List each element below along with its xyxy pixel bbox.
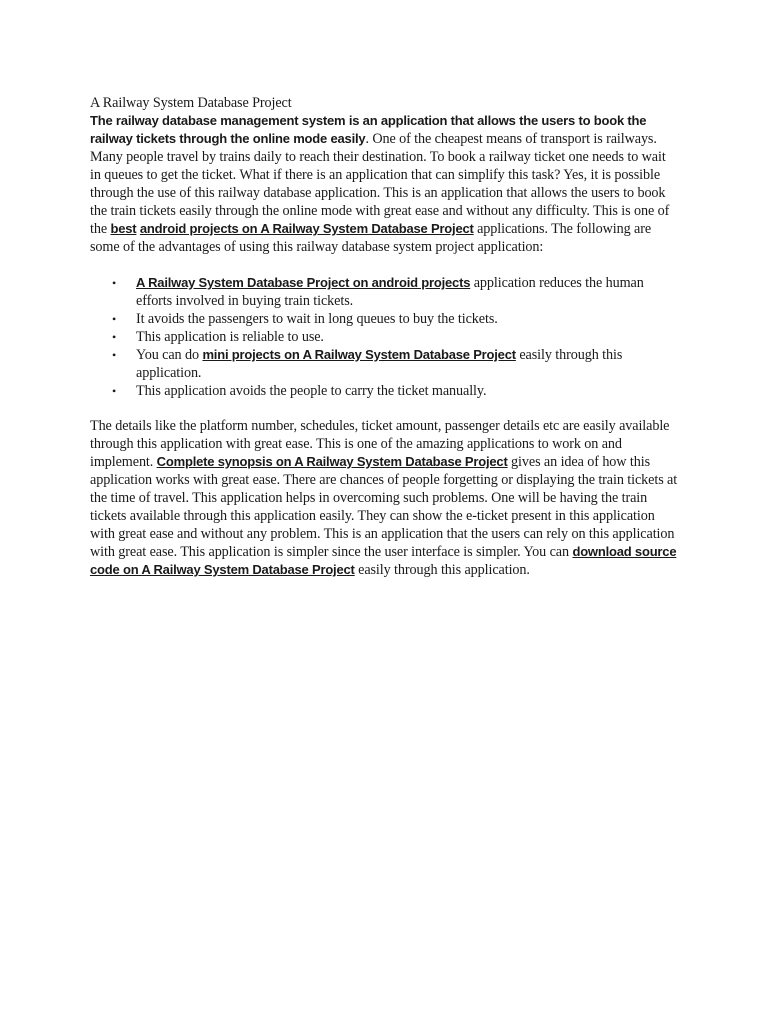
document-page	[90, 94, 678, 579]
link-android-projects[interactable]: android projects on A Railway System Database Project	[139, 221, 474, 236]
bullet-icon: •	[112, 276, 117, 290]
advantages-list	[90, 274, 678, 400]
link-mini-projects[interactable]: mini projects on A Railway System Database Project	[202, 347, 516, 362]
list-item	[90, 328, 678, 346]
details-text-c: easily through this application.	[354, 562, 530, 578]
bullet-icon: •	[112, 384, 117, 398]
list-item-pre: You can do	[136, 347, 203, 363]
details-text-a: The details like the platform number, schedules, ticket amount, passenger details etc are easily available through this application with great ease. This is one of the amazing applications to work on and implement.	[90, 418, 670, 470]
intro-paragraph	[90, 112, 678, 256]
list-item	[90, 382, 678, 400]
list-item-text: This application is reliable to use.	[136, 329, 324, 345]
list-item-text: application reduces the human efforts involved in buying train tickets.	[136, 275, 644, 309]
bullet-icon: •	[112, 330, 117, 344]
list-item-text: It avoids the passengers to wait in long queues to buy the tickets.	[136, 311, 498, 327]
link-complete-synopsis[interactable]: Complete synopsis on A Railway System Database Project	[156, 454, 508, 469]
document-title: A Railway System Database Project	[90, 95, 292, 111]
list-item	[90, 346, 678, 382]
details-text-b: gives an idea of how this application works with great ease. There are chances of people forgetting or displaying the train tickets at the time of travel. This application helps in overcoming such problems. One will be having the train tickets available through this application easily. They can show the e-ticket present in this application with great ease and without any problem. This is an application that the users can rely on this application with great ease. This application is simpler since the user interface is simpler. You can	[90, 454, 678, 560]
details-paragraph	[90, 417, 678, 579]
bullet-icon: •	[112, 312, 117, 326]
link-android-projects-bullet[interactable]: A Railway System Database Project on android projects	[136, 275, 471, 290]
intro-bold-lead: The railway database management system is an application that allows the users to book the railway tickets through the online mode easily	[90, 113, 647, 146]
link-best[interactable]: best	[110, 221, 137, 236]
list-item	[90, 274, 678, 310]
list-item-text: easily through this application.	[136, 347, 623, 381]
list-item-text: This application avoids the people to carry the ticket manually.	[136, 383, 487, 399]
bullet-icon: •	[112, 348, 117, 362]
link-download-source-code[interactable]: download source code on A Railway System Database Project	[90, 544, 677, 577]
intro-text-c: applications. The following are some of the advantages of using this railway database system project application:	[90, 221, 652, 255]
list-item	[90, 310, 678, 328]
intro-text-a: . One of the cheapest means of transport is railways. Many people travel by trains daily to reach their destination. To book a railway ticket one needs to wait in queues to get the ticket. What if there is an application that can simplify this task? Yes, it is possible through the use of this railway database application. This is an application that allows the users to book the train tickets easily through the online mode with great ease and without any difficulty. This is one of the	[90, 131, 670, 237]
